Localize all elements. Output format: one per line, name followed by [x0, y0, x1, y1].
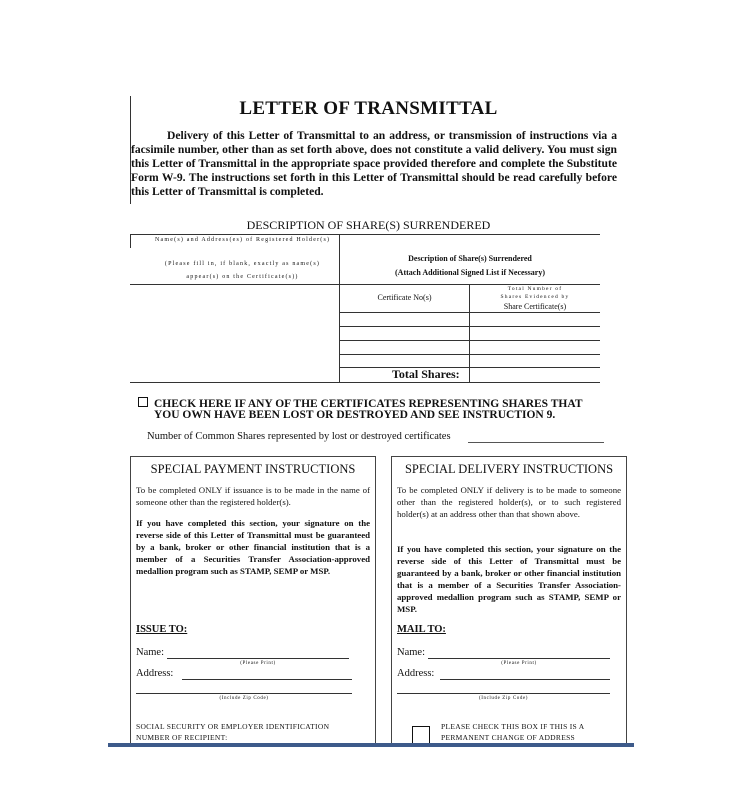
permanent-change-label	[441, 721, 621, 743]
table-divider-left	[339, 234, 340, 382]
table-row-line	[339, 312, 600, 313]
special-delivery-para2: If you have completed this section, your signature on the reverse side of this Letter of Transmittal must be guaranteed by a bank, broker or other financial institution that is a member of a Securities Transfer Association-approved medallion program such as STAMP, SEMP or MSP.	[397, 544, 621, 614]
payment-name-label: Name:	[136, 647, 164, 658]
special-payment-para2: If you have completed this section, your signature on the reverse side of this Letter of Transmittal must be guaranteed by a bank, broker or other financial institution that is a member of a Securities Transfer Association-approved medallion program such as STAMP, SEMP or MSP.	[136, 518, 370, 576]
payment-zip-hint: (Include Zip Code)	[219, 696, 269, 701]
permanent-change-line1: PLEASE CHECK THIS BOX IF THIS IS A	[441, 722, 585, 731]
delivery-address-input-line2[interactable]	[397, 693, 610, 694]
table-row-line	[339, 326, 600, 327]
table-row-line	[339, 340, 600, 341]
delivery-address-input-line[interactable]	[440, 679, 610, 680]
payment-address-input-line[interactable]	[182, 679, 352, 680]
lost-count-label: Number of Common Shares represented by lost or destroyed certificates	[147, 431, 451, 442]
permanent-change-line2: PERMANENT CHANGE OF ADDRESS	[441, 733, 576, 742]
total-column-line3: Share Certificate(s)	[503, 302, 567, 311]
delivery-name-input-line[interactable]	[428, 658, 610, 659]
lost-certificates-checkbox[interactable]	[138, 397, 148, 407]
payment-address-input-line2[interactable]	[136, 693, 352, 694]
holder-label: Name(s) and Address(es) of Registered Holder(s)	[155, 237, 331, 243]
delivery-address-label: Address:	[397, 668, 435, 679]
payment-ssn-line1: SOCIAL SECURITY OR EMPLOYER IDENTIFICATION	[136, 722, 330, 731]
lost-checkbox-row[interactable]	[138, 397, 583, 421]
table-header-rule	[130, 284, 600, 285]
issue-to-heading: ISSUE TO:	[136, 624, 188, 635]
lost-checkbox-line1: CHECK HERE IF ANY OF THE CERTIFICATES REPRESENTING SHARES THAT	[154, 398, 583, 410]
total-column-line1: Total Number of	[507, 286, 563, 292]
payment-ssn-line2: NUMBER OF RECIPIENT:	[136, 733, 228, 742]
delivery-name-label: Name:	[397, 647, 425, 658]
special-delivery-para1: To be completed ONLY if delivery is to be made to someone other than the registered holder(s), or to such registered holder(s) at an address other than that shown above.	[397, 485, 621, 519]
payment-print-hint: (Please Print)	[240, 661, 276, 666]
lost-checkbox-line2: YOU OWN HAVE BEEN LOST OR DESTROYED AND SEE INSTRUCTION 9.	[154, 409, 556, 421]
payment-name-input-line[interactable]	[167, 658, 349, 659]
table-row-line	[339, 367, 600, 368]
special-delivery-title: SPECIAL DELIVERY INSTRUCTIONS	[404, 462, 614, 476]
delivery-zip-hint: (Include Zip Code)	[478, 696, 529, 701]
total-column-line2: Shares Evidenced by	[500, 294, 570, 300]
intro-paragraph	[131, 129, 617, 199]
special-payment-para1: To be completed ONLY if issuance is to be made in the name of someone other than the registered holder(s).	[136, 485, 370, 507]
description-heading: DESCRIPTION OF SHARE(S) SURRENDERED	[246, 218, 491, 232]
table-left-stub	[130, 234, 131, 248]
table-bottom-rule	[130, 382, 600, 383]
fill-in-line2: appear(s) on the Certificate(s))	[186, 274, 299, 280]
certificate-column-header: Certificate No(s)	[377, 293, 432, 302]
surrendered-line1: Description of Share(s) Surrendered	[408, 254, 532, 263]
footer-bar	[108, 743, 634, 747]
payment-ssn-label	[136, 721, 371, 743]
mail-to-heading: MAIL TO:	[397, 624, 446, 635]
fill-in-line1: (Please fill in, if blank, exactly as name(s)	[164, 261, 321, 267]
permanent-change-checkbox[interactable]	[412, 726, 430, 744]
surrendered-line2: (Attach Additional Signed List if Necessary)	[395, 268, 545, 277]
table-top-rule	[130, 234, 600, 235]
table-row-line	[339, 354, 600, 355]
payment-address-label: Address:	[136, 668, 174, 679]
lost-count-input-line[interactable]	[468, 442, 604, 443]
special-payment-title: SPECIAL PAYMENT INSTRUCTIONS	[150, 462, 356, 476]
total-shares-label: Total Shares:	[392, 367, 460, 381]
delivery-print-hint: (Please Print)	[501, 661, 537, 666]
intro-text: Delivery of this Letter of Transmittal to an address, or transmission of instructions via a facsimile number, other than as set forth above, does not constitute a valid delivery. You must sign this Letter of Transmittal in the appropriate space provided therefore and complete the Substitute Form W-9. The instructions set forth in this Letter of Transmittal should be read carefully before this Letter of Transmittal is completed.	[131, 129, 617, 198]
page-title: LETTER OF TRANSMITTAL	[239, 98, 498, 119]
